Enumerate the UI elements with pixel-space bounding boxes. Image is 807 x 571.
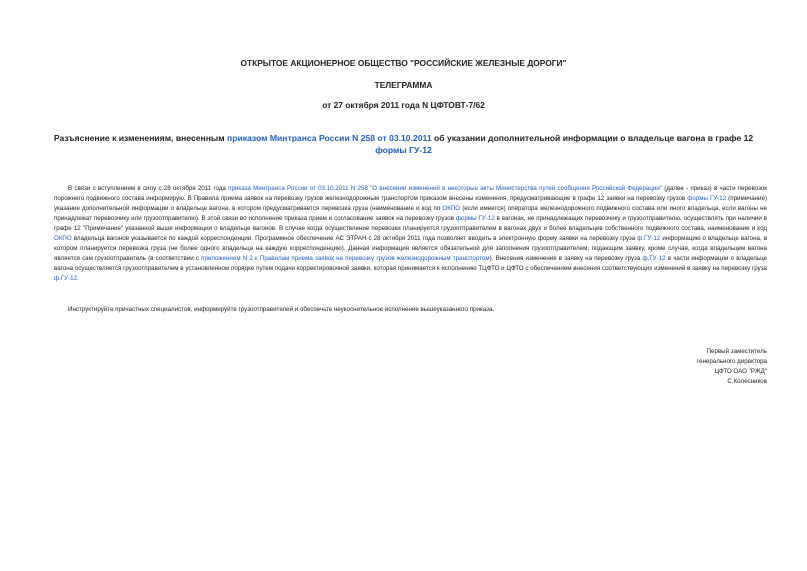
body-text: информацию о владельце вагона, в котором планируется перевозка груза (не более одного владельца на каждую корреспонденцию). Данная информация является обязательной для заполнения грузоотправителем, подающим заявку, кроме случая, когда владельцем вагона является сам грузоотправитель (в соответствии с xyxy=(54,234,767,262)
body-text: владельца вагонов указывается по каждой корреспонденции. Программное обеспечение АС ЭТРАН с 28 октября 2011 года позволяет вводить в электронную форму заявки на перевозку груза xyxy=(71,234,638,242)
subject-text: об указании дополнительной информации о владельце вагона в графе 12 xyxy=(431,133,754,143)
signature-name: С.Колесников xyxy=(727,378,767,385)
body-text: (примечание) указание дополнительной информации о владельце вагона, в котором предусматривается перевозка груза (наименование и код по xyxy=(54,194,768,212)
body-text: в части информации о владельце вагона осуществляется грузоотправителем в установленном порядке путем подачи корректировочной заявки, которая принимается к исполнению ТЦФТО и ЦФТО с обеспечением внесения соответствующих изменений в заявку на перевозку груза xyxy=(54,254,767,272)
okpo-link[interactable]: ОКПО xyxy=(54,234,72,242)
signature-position: Первый заместитель xyxy=(706,348,767,355)
body-text: в вагонах, не принадлежащих перевозчику и грузоотправителю, осуществлять при наличии в графе 12 "Примечание" указанной выше информации о владельце вагонов. В случае когда осуществление перевозки планируется грузоотправителем в вагонах двух и более владельцев собственного подвижного состава, наименование и код xyxy=(54,214,767,232)
signature-block xyxy=(567,347,767,387)
body-text: (если имеется) оператора железнодорожного подвижного состава или иного владельца, если вагоны не принадлежат перевозчику или грузоотправителю). В этой связи во исполнение приказа прием и согласование заявок на перевозку грузов xyxy=(54,204,767,222)
document-type: ТЕЛЕГРАММА xyxy=(374,80,433,90)
order-link[interactable]: приказом Минтранса России N 258 от 03.10.2011 xyxy=(227,133,432,143)
form-gu12-link[interactable]: формы ГУ-12 xyxy=(455,214,495,222)
appendix-link[interactable]: приложением N 2 к Правилам приема заявок на перевозку грузов железнодорожным транспортом xyxy=(201,254,490,262)
body-text: (далее - приказ) в части перевозок порожнего подвижного состава информирую. В Правила приема заявок на перевозку грузов железнодорожным транспортом приказом внесены изменения, предусматривающие в графе 12 заявки на перевозку грузов xyxy=(54,185,767,202)
instruction-paragraph xyxy=(54,305,767,315)
okpo-link[interactable]: ОКПО xyxy=(442,204,461,212)
form-gu12-link[interactable]: формы ГУ-12 xyxy=(687,194,727,202)
form-gu12-link[interactable]: формы ГУ-12 xyxy=(375,145,432,155)
instruction-text: Инструктируйте причастных специалистов, информируйте грузоотправителей и обеспечьте неукоснительное исполнение вышеуказанного приказа. xyxy=(68,306,495,313)
organization-title: ОТКРЫТОЕ АКЦИОНЕРНОЕ ОБЩЕСТВО "РОССИЙСКИЕ ЖЕЛЕЗНЫЕ ДОРОГИ" xyxy=(240,58,567,68)
main-paragraph xyxy=(54,184,767,284)
form-gu12-link[interactable]: ф.ГУ-12 xyxy=(637,234,661,242)
body-text: В связи с вступлением в силу с 28 октября 2011 года xyxy=(68,185,229,192)
form-gu12-link[interactable]: ф.ГУ-12 xyxy=(642,254,666,262)
form-gu12-link[interactable]: ф.ГУ-12 xyxy=(54,274,78,282)
body-text: ). Внесения изменения в заявку на перевозку груза xyxy=(489,254,643,262)
subject-text: Разъяснение к изменениям, внесенным xyxy=(53,133,227,143)
document-date-number: от 27 октября 2011 года N ЦФТОВТ-7/62 xyxy=(322,100,485,110)
signature-position: генерального директора xyxy=(696,358,767,365)
signature-organization: ЦФТО ОАО "РЖД" xyxy=(714,368,767,375)
order-link[interactable]: приказа Минтранса России от 03.10.2011 N 258 "О внесении изменений в некоторые акты Министерства путей сообщения Российской Федерации" xyxy=(228,185,662,192)
document-subject xyxy=(40,132,767,156)
body-text: . xyxy=(77,274,79,282)
